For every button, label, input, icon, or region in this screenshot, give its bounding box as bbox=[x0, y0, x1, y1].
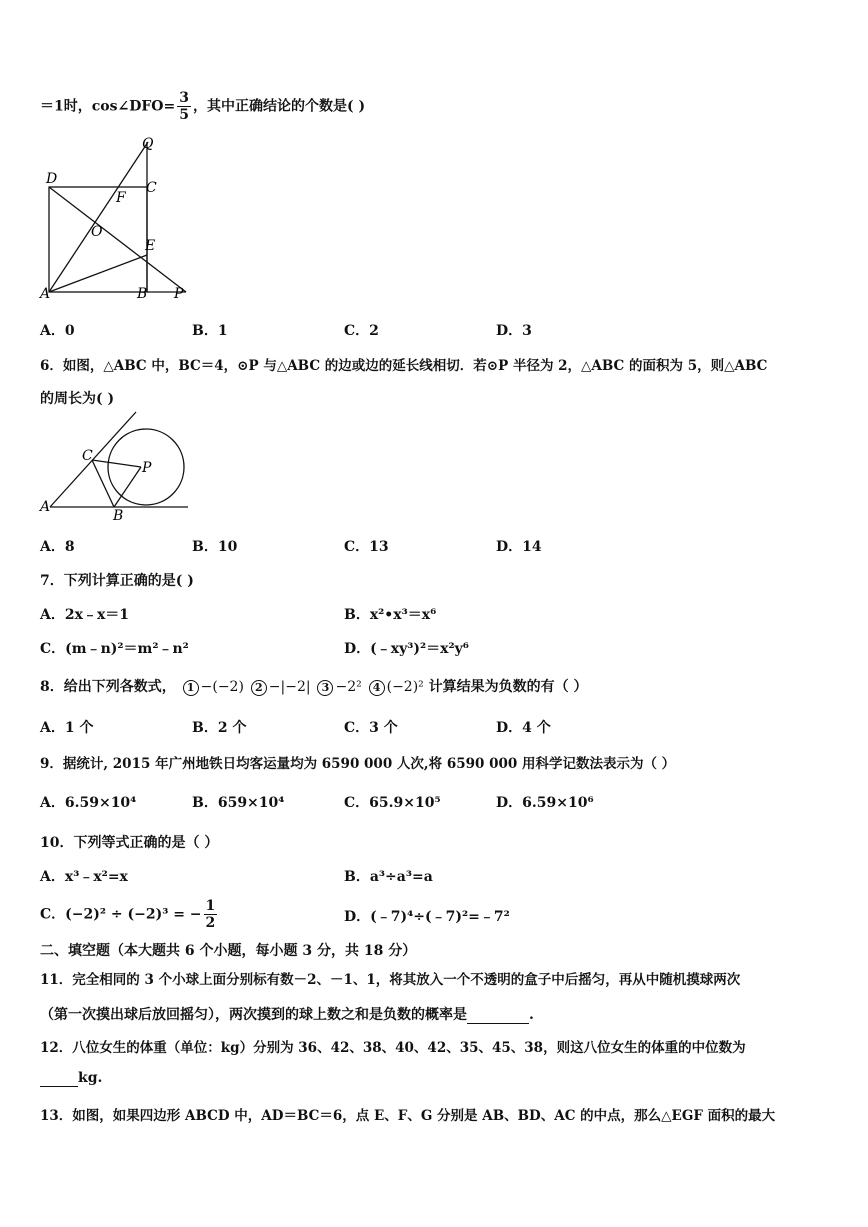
q6-stem-line1: 6．如图，△ABC 中，BC＝4，⊙P 与△ABC 的边或边的延长线相切．若⊙P 半径为 2，△ABC 的面积为 5，则△ABC bbox=[40, 358, 768, 374]
q7-option-d: D．(﹣xy³)²＝x²y⁶ bbox=[344, 641, 469, 657]
q5-stem-tail: ＝1时，cos∠DFO= $\frac{3}{5}$ ，其中正确结论的个数是( ) bbox=[40, 90, 366, 123]
label-a: A bbox=[40, 286, 51, 302]
q7-stem: 7．下列计算正确的是( ) bbox=[40, 573, 194, 589]
label-q: Q bbox=[142, 136, 154, 152]
q9-stem: 9．据统计, 2015 年广州地铁日均客运量均为 6590 000 人次,将 6590 000 用科学记数法表示为（ ） bbox=[40, 756, 676, 772]
q5-option-b: B．1 bbox=[192, 323, 228, 339]
q5-option-a: A．0 bbox=[40, 323, 75, 339]
q10-stem: 10．下列等式正确的是（ ） bbox=[40, 835, 219, 851]
circled-number-4: 4 bbox=[369, 680, 385, 696]
label-a: A bbox=[40, 499, 51, 515]
label-o: O bbox=[91, 224, 103, 240]
answer-blank bbox=[467, 1007, 529, 1024]
q8-stem: 8．给出下列各数式， 1 −(−2) 2 −|−2| 3 −2² 4 (−2)² 计算结果为负数的有（ ） bbox=[40, 679, 588, 695]
q8-option-c: C．3 个 bbox=[344, 720, 398, 736]
label-p: P bbox=[142, 460, 152, 476]
q9-option-c: C．65.9×10⁵ bbox=[344, 795, 441, 811]
q11-stem-line2: （第一次摸出球后放回摇匀），两次摸到的球上数之和是负数的概率是 . bbox=[40, 1007, 534, 1023]
answer-blank bbox=[40, 1070, 78, 1087]
q9-option-a: A．6.59×10⁴ bbox=[40, 795, 137, 811]
q6-option-d: D．14 bbox=[496, 539, 542, 555]
q8-option-b: B．2 个 bbox=[192, 720, 247, 736]
circled-number-1: 1 bbox=[183, 680, 199, 696]
q12-stem-line1: 12．八位女生的体重（单位：kg）分别为 36、42、38、40、42、35、45、38，则这八位女生的体重的中位数为 bbox=[40, 1040, 746, 1056]
label-d: D bbox=[46, 171, 58, 187]
q9-option-d: D．6.59×10⁶ bbox=[496, 795, 594, 811]
label-e: E bbox=[145, 238, 156, 254]
fraction: $\frac{3}{5}$ bbox=[179, 90, 189, 123]
q6-option-b: B．10 bbox=[192, 539, 238, 555]
q9-option-b: B．659×10⁴ bbox=[192, 795, 285, 811]
section-heading: 二、填空题（本大题共 6 个小题，每小题 3 分，共 18 分） bbox=[40, 943, 417, 959]
q7-option-b: B．x²•x³＝x⁶ bbox=[344, 607, 437, 623]
label-p: P bbox=[174, 286, 184, 302]
q11-stem-line1: 11．完全相同的 3 个小球上面分别标有数－2、－1、1，将其放入一个不透明的盒子中后摇匀，再从中随机摸球两次 bbox=[40, 972, 741, 988]
q6-geometry-figure bbox=[36, 410, 196, 525]
q6-option-a: A．8 bbox=[40, 539, 75, 555]
q6-option-c: C．13 bbox=[344, 539, 389, 555]
q10-option-d: D．(﹣7)⁴÷(﹣7)²=﹣7² bbox=[344, 909, 510, 925]
circled-number-3: 3 bbox=[317, 680, 333, 696]
label-c: C bbox=[82, 448, 93, 464]
label-c: C bbox=[146, 180, 157, 196]
q5-geometry-figure bbox=[36, 134, 196, 304]
q10-option-b: B．a³÷a³=a bbox=[344, 869, 433, 885]
q8-option-d: D．4 个 bbox=[496, 720, 551, 736]
q7-option-a: A．2x﹣x＝1 bbox=[40, 607, 130, 623]
q12-stem-line2: kg. bbox=[40, 1070, 102, 1087]
q5-option-c: C．2 bbox=[344, 323, 379, 339]
q5-option-d: D．3 bbox=[496, 323, 532, 339]
q10-option-a: A．x³﹣x²=x bbox=[40, 869, 128, 885]
q8-option-a: A．1 个 bbox=[40, 720, 94, 736]
q6-stem-line2: 的周长为( ) bbox=[40, 391, 115, 407]
label-f: F bbox=[116, 190, 126, 206]
label-b: B bbox=[137, 286, 148, 302]
circled-number-2: 2 bbox=[251, 680, 267, 696]
fraction: $\frac{1}{2}$ bbox=[205, 898, 216, 931]
q7-option-c: C．(m﹣n)²＝m²﹣n² bbox=[40, 641, 189, 657]
label-b: B bbox=[113, 508, 124, 524]
q10-option-c: C．(−2)² ÷ (−2)³ = − $\frac{1}{2}$ bbox=[40, 898, 216, 931]
q13-stem-line1: 13．如图，如果四边形 ABCD 中，AD＝BC＝6，点 E、F、G 分别是 AB、BD、AC 的中点，那么△EGF 面积的最大 bbox=[40, 1108, 776, 1124]
